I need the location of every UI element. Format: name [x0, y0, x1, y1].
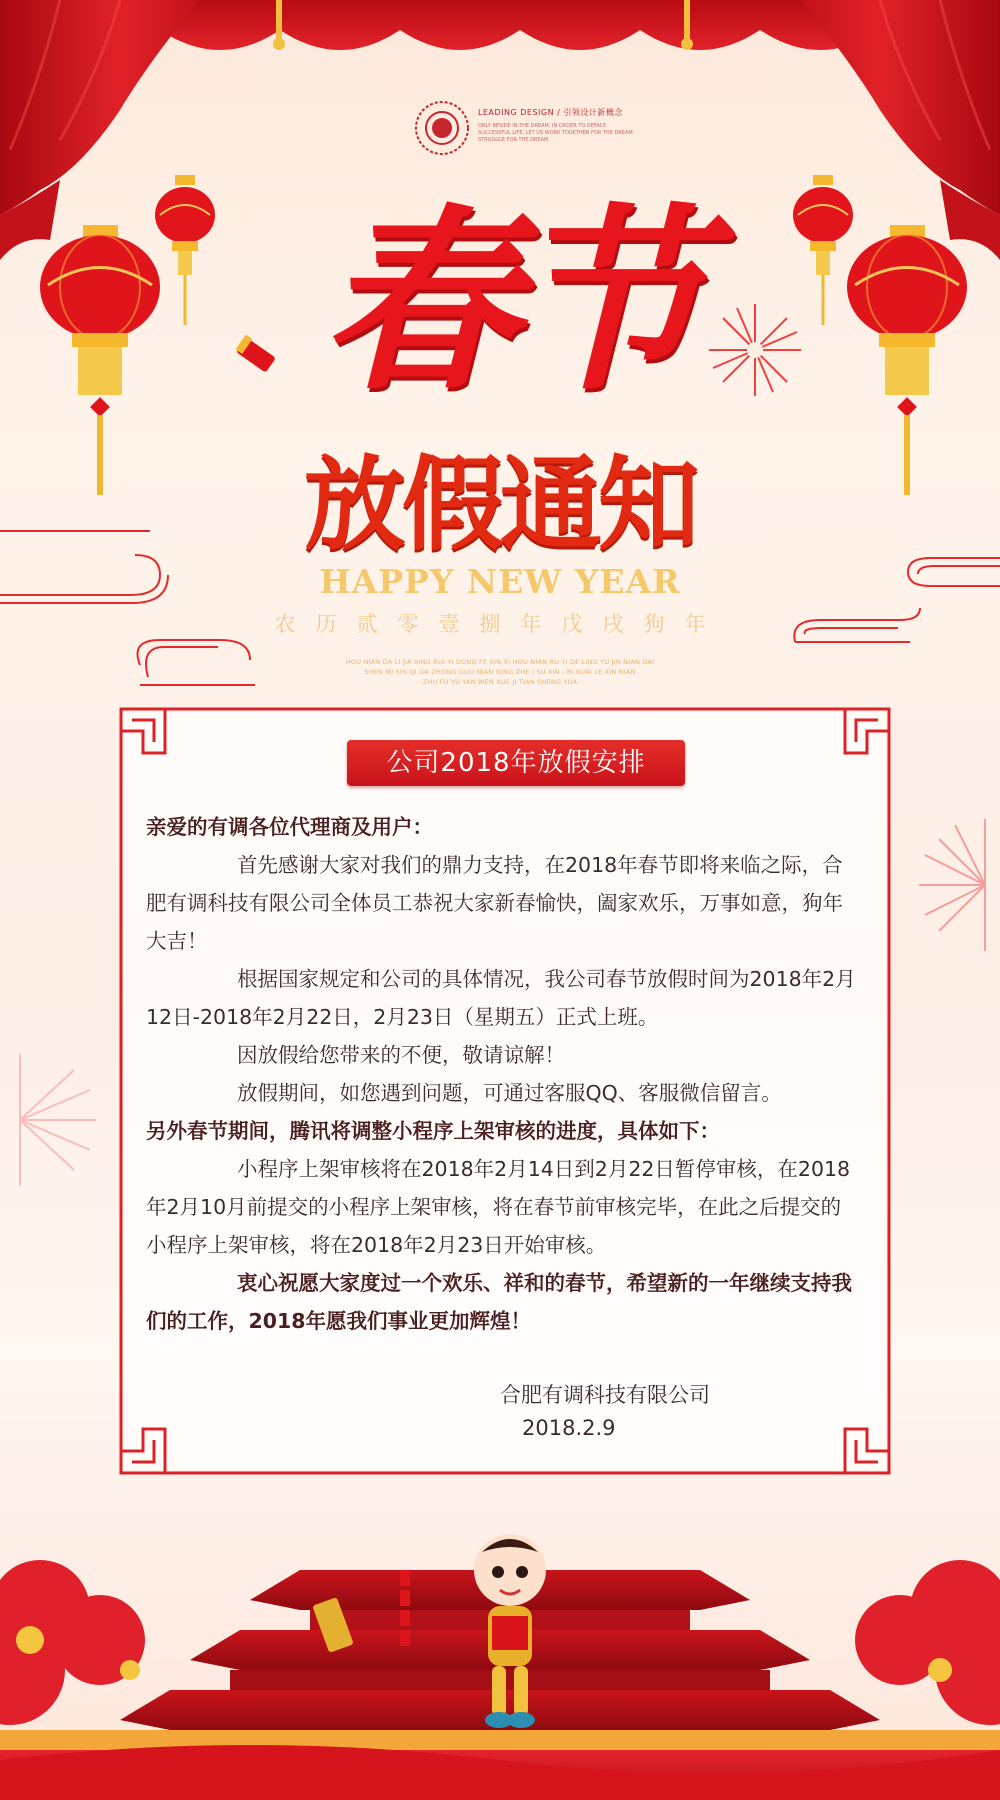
cloud-right-icon — [790, 550, 1000, 650]
pinyin-line: ZHU FU YU YAN WEN XUE JI TIAN SHENG YUA — [422, 678, 578, 686]
holiday-dates-paragraph: 根据国家规定和公司的具体情况，我公司春节放假时间为2018年2月12日-2018年2月22日，2月23日（星期五）正式上班。 — [146, 967, 856, 1029]
brand-text — [478, 108, 678, 144]
firework-left-icon — [0, 1050, 100, 1190]
lantern-large-right-icon — [845, 225, 970, 495]
lunar-year-text: 农历贰零壹捌年戊戌狗年 — [274, 612, 726, 636]
contact-paragraph: 放假期间，如您遇到问题，可通过客服QQ、客服微信留言。 — [237, 1081, 782, 1105]
firework-right-icon — [915, 815, 1000, 955]
notice-banner: 公司2018年放假安排 — [347, 740, 685, 786]
festival-scene — [0, 1490, 1000, 1800]
wishes-paragraph: 衷心祝愿大家度过一个欢乐、祥和的春节，希望新的一年继续支持我们的工作，2018年愿我们事业更加辉煌！ — [146, 1271, 852, 1333]
notice-body — [146, 808, 858, 1340]
signature-company: 合肥有调科技有限公司 — [500, 1383, 710, 1407]
pinyin-line: HOU NIAN DA LI JIA XING RUI YI DONG FE XIN XI HOU NIAN RU YI DE LING YU JIN NIAN DAI — [345, 658, 655, 666]
cloud-left-icon — [0, 525, 270, 695]
pinyin-line: SHEN MI SHI QI GA ZHONG GUO NIAN QING ZHE I SU XIN - RI KUAI LE XIN NIAN — [364, 668, 636, 676]
title-spring-festival: 春节 — [321, 187, 698, 417]
brand-line4: STRUGGLE FOR THE DREAM — [478, 137, 549, 143]
review-detail-paragraph: 小程序上架审核将在2018年2月14日到2月22日暂停审核，在2018年2月10月前提交的小程序上架审核，将在春节前审核完毕，在此之后提交的小程序上架审核，将在2018年2月23日开始审核。 — [146, 1157, 851, 1257]
brand-line3: SUCCESSFUL LIFE, LET US WORK TOGETHER FOR THE DREAM — [478, 130, 633, 136]
pinyin-decoration — [300, 657, 700, 687]
brand-logo-icon — [412, 98, 472, 158]
happy-new-year-text: HAPPY NEW YEAR — [319, 562, 681, 601]
review-intro-paragraph: 另外春节期间，腾讯将调整小程序上架审核的进度，具体如下： — [146, 1119, 720, 1143]
apology-paragraph: 因放假给您带来的不便，敬请谅解！ — [237, 1043, 565, 1067]
title-holiday-notice: 放假通知 — [304, 446, 696, 565]
firecracker-icon — [232, 332, 292, 382]
firework-icon — [705, 300, 805, 400]
brand-line1: LEADING DESIGN / 引领设计新概念 — [478, 108, 623, 117]
thanks-paragraph: 首先感谢大家对我们的鼎力支持，在2018年春节即将来临之际，合肥有调科技有限公司全体员工恭祝大家新春愉快，阖家欢乐，万事如意，狗年大吉！ — [146, 853, 843, 953]
lantern-large-left-icon — [38, 225, 163, 495]
signature-date: 2018.2.9 — [522, 1416, 616, 1440]
greeting-paragraph: 亲爱的有调各位代理商及用户： — [146, 815, 433, 839]
brand-line2: ONLY BESIDE IN THE DREAM. IN ORDER TO DEFACE — [478, 123, 607, 129]
